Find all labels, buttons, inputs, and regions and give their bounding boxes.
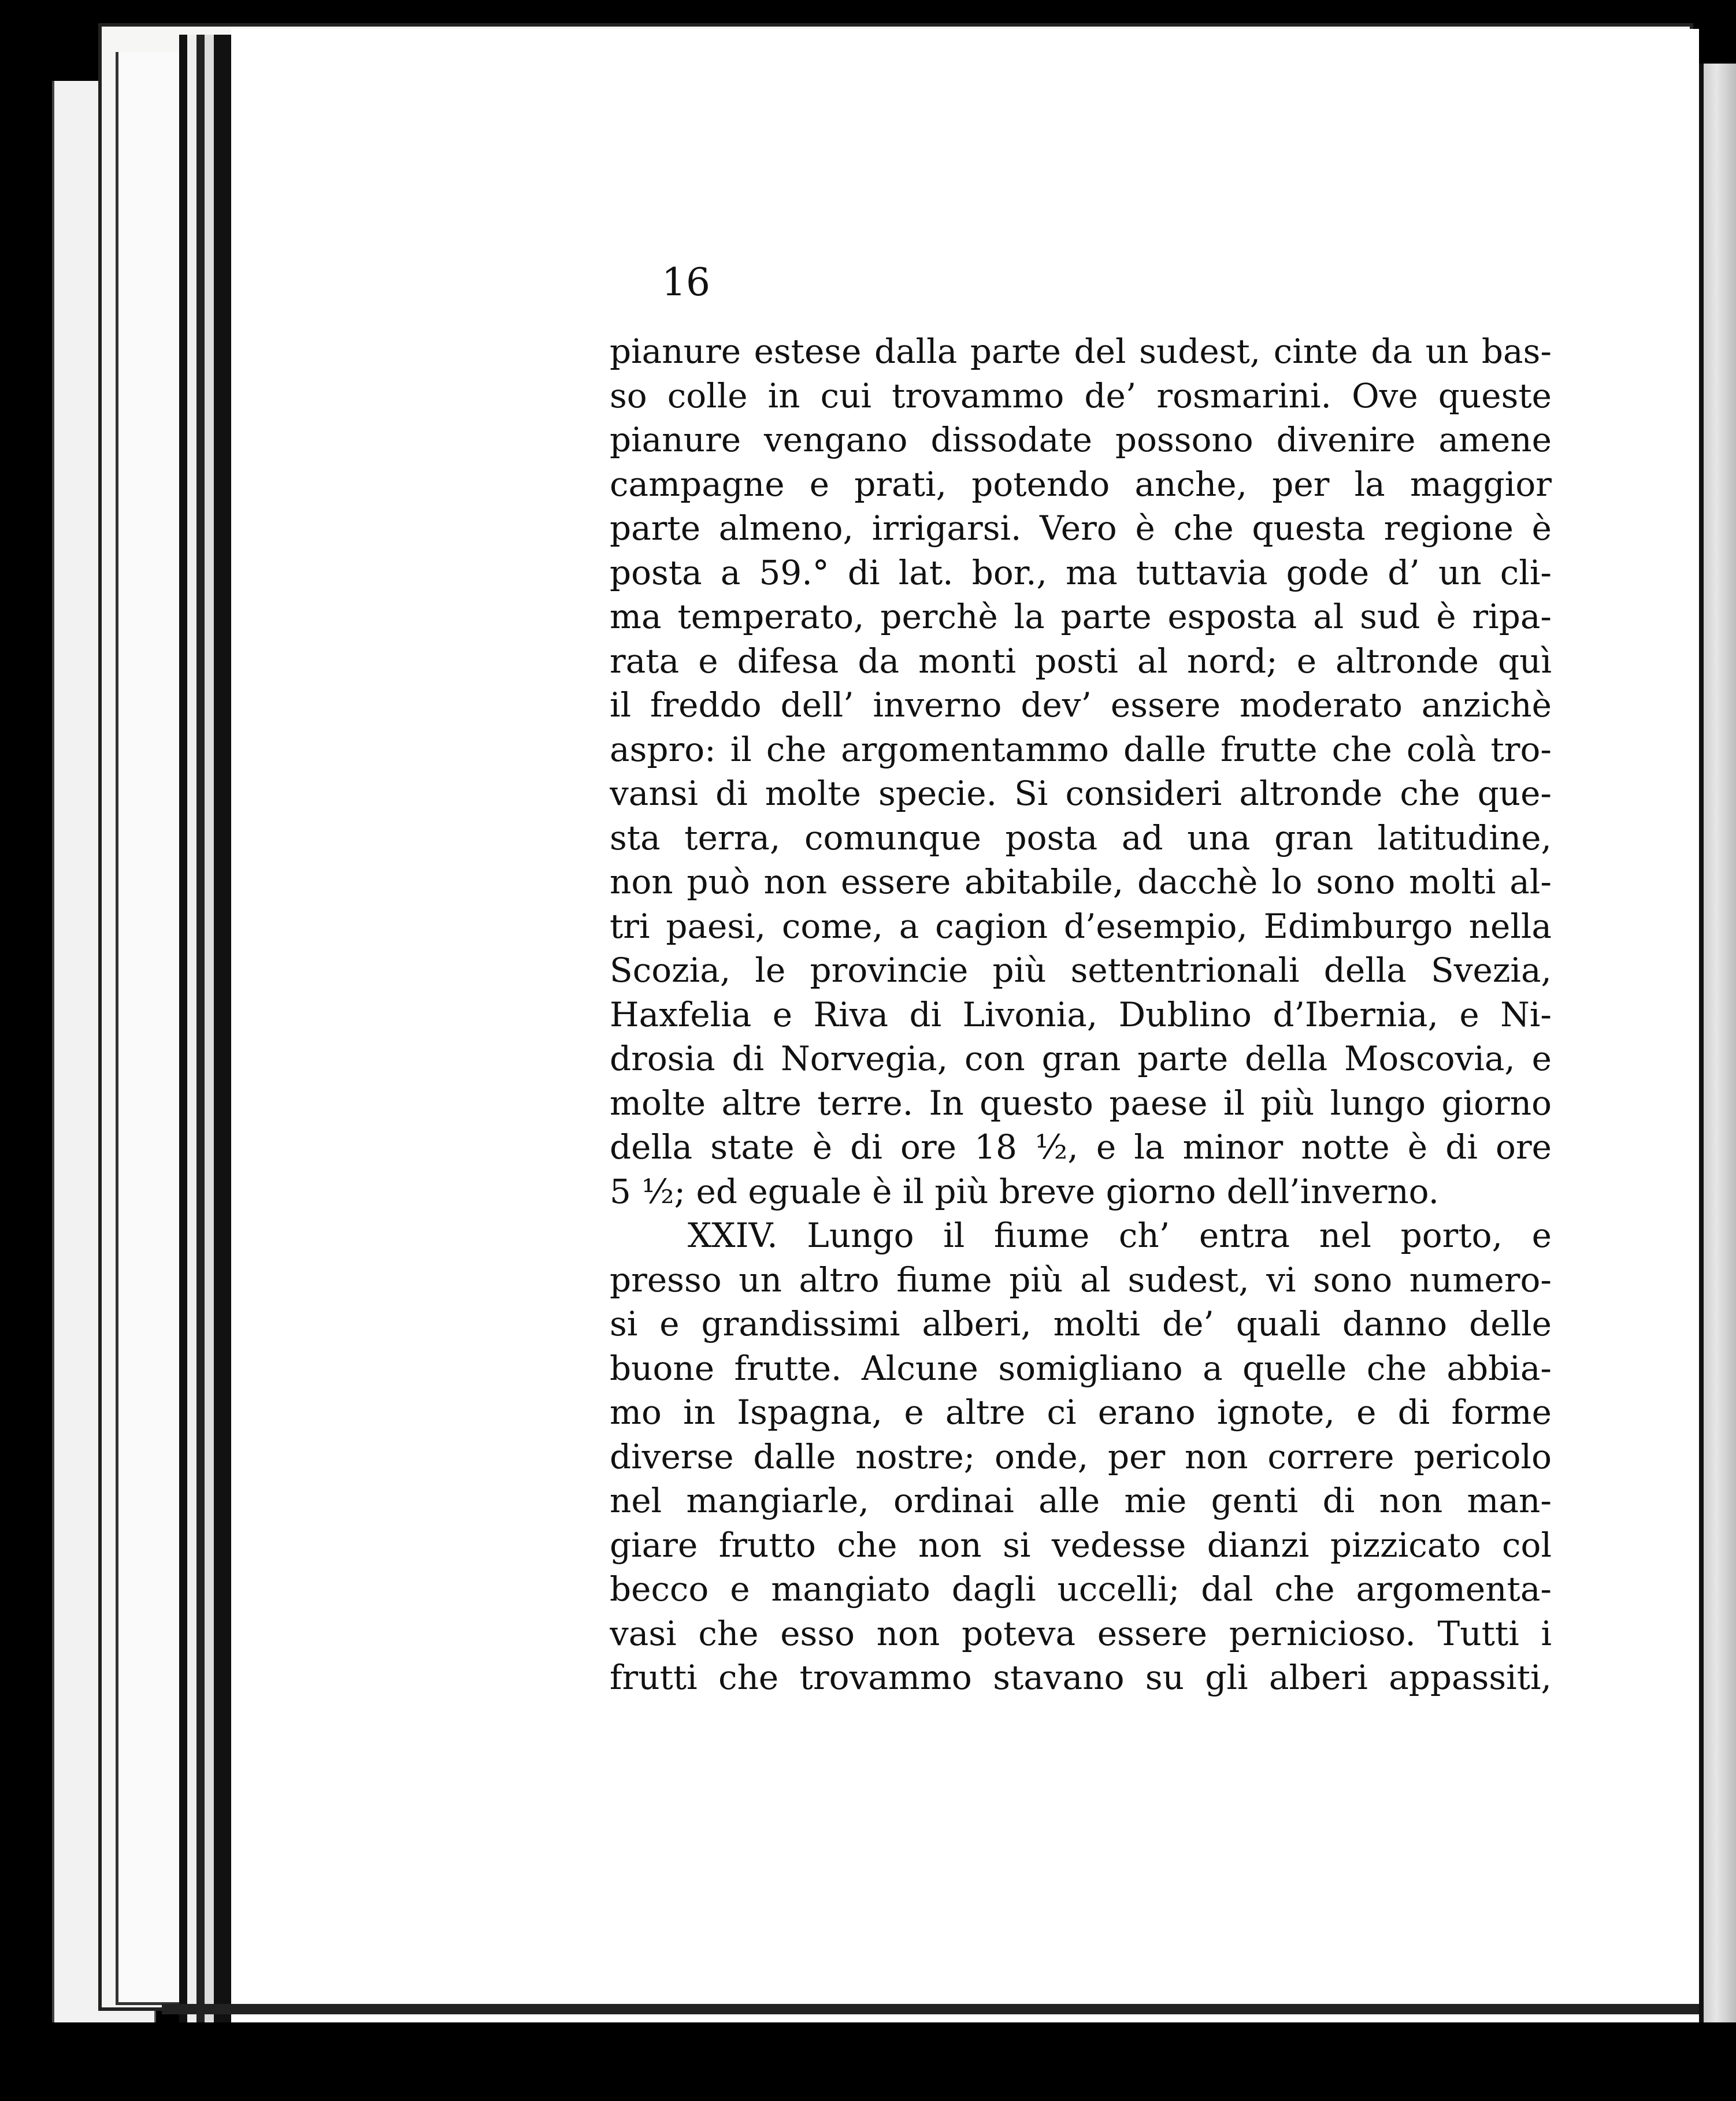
text-line: si e grandissimi alberi, molti de’ quali danno delle [610, 1304, 1552, 1343]
text-line: non può non essere abitabile, dacchè lo sono molti al- [610, 862, 1552, 901]
text-line: vasi che esso non poteva essere pernicioso. Tutti i [610, 1613, 1552, 1653]
text-line: pianure vengano dissodate possono divenire amene [610, 420, 1552, 459]
text-line: buone frutte. Alcune somigliano a quelle che abbia- [610, 1348, 1552, 1388]
text-line: Haxfelia e Riva di Livonia, Dublino d’Ibernia, e Ni- [610, 994, 1552, 1034]
text-line: molte altre terre. In questo paese il più lungo giorno [610, 1083, 1552, 1123]
book-gutter [179, 35, 231, 2022]
text-line: frutti che trovammo stavano su gli alberi appassiti, [610, 1658, 1552, 1697]
text-line: parte almeno, irrigarsi. Vero è che questa regione è [610, 508, 1552, 548]
body-text [610, 329, 1552, 1700]
text-line: becco e mangiato dagli uccelli; dal che argomenta- [610, 1569, 1552, 1609]
text-line: vansi di molte specie. Si consideri altronde che que- [610, 774, 1552, 813]
text-line: campagne e prati, potendo anche, per la maggior [610, 464, 1552, 504]
right-page-edge [1699, 64, 1736, 2022]
text-line: tri paesi, come, a cagion d’esempio, Edimburgo nella [610, 906, 1552, 946]
text-line: giare frutto che non si vedesse dianzi pizzicato col [610, 1525, 1552, 1565]
text-line: diverse dalle nostre; onde, per non correre pericolo [610, 1436, 1552, 1476]
text-line: Scozia, le provincie più settentrionali della Svezia, [610, 951, 1552, 990]
page-number: 16 [662, 260, 710, 305]
text-line: drosia di Norvegia, con gran parte della Moscovia, e [610, 1039, 1552, 1078]
text-line: pianure estese dalla parte del sudest, cinte da un bas- [610, 332, 1552, 371]
text-line: posta a 59.° di lat. bor., ma tuttavia gode d’ un cli- [610, 552, 1552, 592]
text-line: ma temperato, perchè la parte esposta al sud è ripa- [610, 597, 1552, 636]
text-line: presso un altro fiume più al sudest, vi sono numero- [610, 1260, 1552, 1300]
text-line: nel mangiarle, ordinai alle mie genti di non man- [610, 1481, 1552, 1520]
text-line: 5 ½; ed eguale è il più breve giorno dell’inverno. [610, 1171, 1440, 1211]
text-line: aspro: il che argomentammo dalle frutte che colà tro- [610, 729, 1552, 769]
text-line: so colle in cui trovammo de’ rosmarini. Ove queste [610, 376, 1552, 415]
text-line: della state è di ore 18 ½, e la minor notte è di ore [610, 1127, 1552, 1167]
text-line: mo in Ispagna, e altre ci erano ignote, e di forme [610, 1393, 1552, 1432]
bottom-page-edge [162, 2004, 1699, 2014]
paragraph-start-line: XXIV. Lungo il fiume ch’ entra nel porto, e [688, 1216, 1552, 1255]
text-line: sta terra, comunque posta ad una gran latitudine, [610, 818, 1552, 858]
text-line: il freddo dell’ inverno dev’ essere moderato anzichè [610, 685, 1552, 725]
text-line: rata e difesa da monti posti al nord; e altronde quì [610, 641, 1552, 681]
